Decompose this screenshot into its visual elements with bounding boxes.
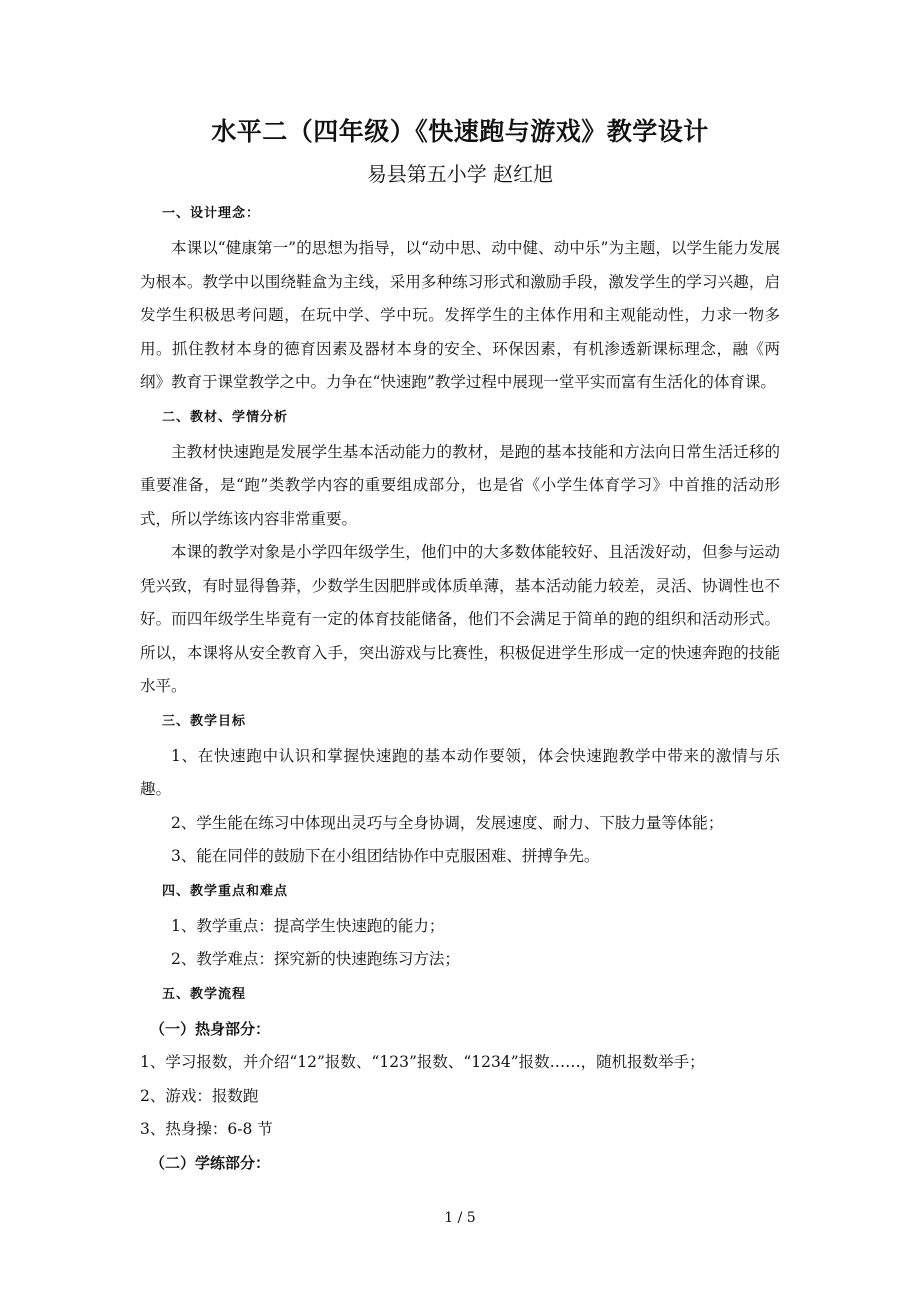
section-heading-key-points: 四、教学重点和难点 [162, 883, 289, 899]
section-heading-objectives: 三、教学目标 [162, 713, 247, 729]
section-heading-analysis: 二、教材、学情分析 [162, 409, 289, 425]
section-heading-process: 五、教学流程 [162, 986, 247, 1002]
subsection-warmup: （一）热身部分： [150, 1019, 271, 1038]
warmup-item: 1、学习报数，并介绍“12”报数、“123”报数、“1234”报数……，随机报数举手； [140, 1053, 705, 1071]
analysis-paragraph-2: 本课的教学对象是小学四年级学生，他们中的大多数体能较好、且活泼好动，但参与运动凭兴致，有时显得鲁莽，少数学生因肥胖或体质单薄，基本活动能力较差，灵活、协调性也不好。而四年级学生毕竟有一定的体育技能储备，他们不会满足于简单的跑的组织和活动形式。所以，本课将从安全教育入手，突出游戏与比赛性，积极促进学生形成一定的快速奔跑的技能水平。 [140, 543, 780, 695]
warmup-item: 3、热身操：6-8 节 [140, 1120, 273, 1138]
key-point-item: 2、教学难点：探究新的快速跑练习方法； [171, 950, 460, 968]
objective-item: 1、在快速跑中认识和掌握快速跑的基本动作要领，体会快速跑教学中带来的激情与乐趣。 [140, 746, 780, 798]
design-concept-paragraph: 本课以“健康第一”的思想为指导，以“动中思、动中健、动中乐”为主题，以学生能力发展为根本。教学中以围绕鞋盒为主线，采用多种练习形式和激励手段，激发学生的学习兴趣，启发学生积极思考问题，在玩中学、学中玩。发挥学生的主体作用和主观能动性，力求一物多用。抓住教材本身的德育因素及器材本身的安全、环保因素，有机渗透新课标理念，融《两纲》教育于课堂教学之中。力争在“快速跑”教学过程中展现一堂平实而富有生活化的体育课。 [140, 239, 780, 391]
objective-item: 2、学生能在练习中体现出灵巧与全身协调，发展速度、耐力、下肢力量等体能； [171, 813, 724, 832]
analysis-paragraph-1: 主教材快速跑是发展学生基本活动能力的教材，是跑的基本技能和方法向日常生活迁移的重要准备，是“跑”类教学内容的重要组成部分，也是省《小学生体育学习》中首推的活动形式，所以学练该内容非常重要。 [140, 442, 780, 528]
objective-item: 3、能在同伴的鼓励下在小组团结协作中克服困难、拼搏争先。 [171, 847, 600, 865]
subsection-practice: （二）学练部分： [150, 1153, 271, 1172]
key-point-item: 1、教学重点：提高学生快速跑的能力； [171, 916, 445, 935]
document-author: 易县第五小学 赵红旭 [366, 162, 554, 186]
document-body [140, 196, 780, 1180]
section-heading-design-concept: 一、设计理念： [162, 206, 261, 221]
page-number: 1 / 5 [444, 1210, 476, 1226]
warmup-item: 2、游戏：报数跑 [140, 1086, 259, 1105]
document-title: 水平二（四年级）《快速跑与游戏》教学设计 [211, 117, 709, 146]
